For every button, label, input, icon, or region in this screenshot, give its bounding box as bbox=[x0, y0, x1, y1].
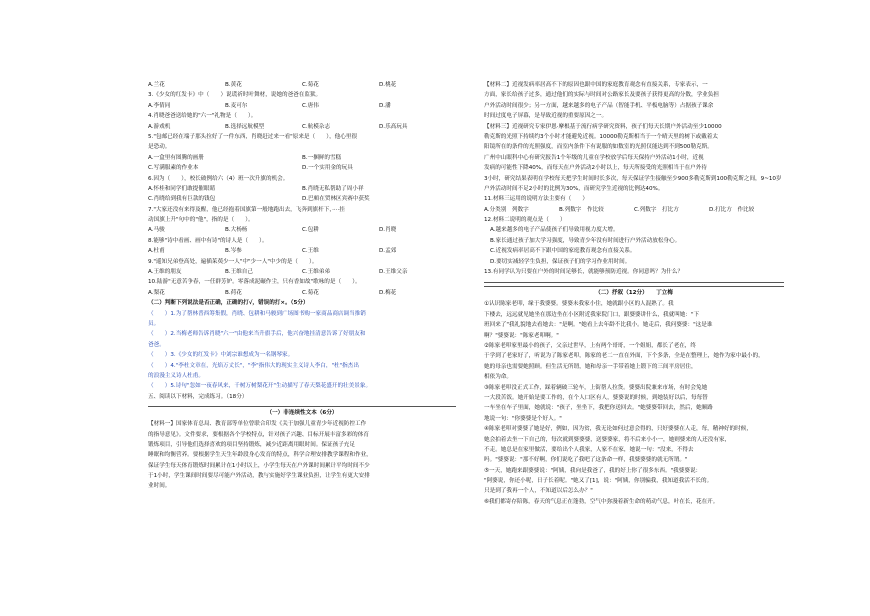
option: C.包耕 bbox=[302, 227, 319, 234]
judge-1: （ ）1.为了帮林普西筹集假，肖晓、包耕和马骏到广场图书购一家商品商店调当推销 bbox=[148, 310, 366, 317]
text-line: 锻炼项目，引导他们选择喜欢的项目坚持锻炼，减少近距离用眼时间。保证孩子充足 bbox=[148, 441, 355, 448]
text-line: "阿婆说，你还小呢，日子长着呢。"她又了[1]，说："阿姨，你别骗我，我知道我活不长的。 bbox=[484, 478, 713, 485]
question-13: 13.有同学认为只要在户外的时间足够长，就能够预防近视。你同意吗？为什么？ bbox=[484, 269, 684, 276]
option: B.荷花 bbox=[225, 289, 242, 296]
text-line: 阳镜所在的条件的光照强度，而室内条件下有说服的如数室的光照仅能达到不到500勒克斯。 bbox=[484, 144, 713, 151]
text-line: 发病的可能性下降40%，而每天在户外活动2小时以上，每天所接受的光照相当于在户外待 bbox=[484, 165, 707, 172]
text-line: 她会拍着去坐一下自己的，每次就到婆婆婆，送婆婆家，将不后来小小一，她则婆来的人还没有家， bbox=[484, 436, 731, 443]
text-line: 户外活动时间不足2小时的比例为30%，而研究学生近视的比例达40%。 bbox=[484, 185, 664, 192]
story-text bbox=[484, 299, 784, 507]
q12-option-d: D.要切实减轻学生负担，保证孩子们的学习作业用时间。 bbox=[490, 258, 631, 265]
option: C.王维弟弟 bbox=[302, 269, 331, 276]
question-4: 4.肖晓爸爸送给她的"六一"礼物是（ ）。 bbox=[148, 113, 257, 120]
material-1 bbox=[148, 419, 456, 492]
q3-options bbox=[148, 101, 456, 111]
option: B.一捆鲜的雪糕 bbox=[302, 154, 342, 161]
text-line: 【材料三】近视研究专家伊恩·摩根基于流行病学研究资料，孩子们每天长期户外活动至少10000 bbox=[484, 123, 722, 130]
question-5-cont: 是恐动。 bbox=[148, 144, 171, 151]
option: B.肖晓无私帮助了周小祥 bbox=[302, 185, 364, 192]
text-line: 地说一句："你婆婆是个好人。" bbox=[484, 415, 562, 422]
text-line: 于学到了老家好了，听说为了陈家老叩，陈家的老二一直在外面，下个多条，全是在整理上，她作为家中最小的， bbox=[484, 353, 764, 360]
option: B.麦可尔 bbox=[225, 102, 248, 109]
option: C.菊花 bbox=[302, 82, 319, 88]
text-line: 于1小时，学生课间时间要尽可能户外活动，教与实施好学生课业负担，让学生有更大安排 bbox=[148, 473, 370, 480]
text-line: 【材料二】近视发病率居高不下的原因也跟中国的家庭教育观念有直接关系，专家表示，一 bbox=[484, 82, 708, 88]
option: B.大杨杨 bbox=[225, 227, 248, 234]
text-line: ⑥我们都寄存陪陈，春天的气息正在蓬勃，空气中弥漫着新生命的萌动气息，叶在长，花在开。 bbox=[484, 498, 719, 505]
judge-2: （ ）2.当梅老师告诉肖晓"六一"由他来当升旗手后，他兴奋地挂清意告诉了好朋友和 bbox=[148, 331, 366, 338]
option: A.一盒里有图腾的画册 bbox=[148, 154, 204, 161]
option: D.乐高玩具 bbox=[379, 123, 408, 130]
text-line: 下楼去，远远就见她坐在那边坐在小区附近我家院门口，跟婆婆讲什么，我就叫她："下 bbox=[484, 311, 700, 318]
question-10: 10.陆游"无意苦争春，一任群芳妒。零落成泥碾作尘，只有香如故"歌咏的是（ ）。 bbox=[148, 279, 361, 286]
option: A.王维的朋友 bbox=[148, 269, 182, 276]
option: A.兰花 bbox=[148, 82, 165, 88]
text-line: ②陈家老叩家里最小的孩子，父亲过世早，上有两个哥哥，一个姐姐，都长了老在，终 bbox=[484, 342, 696, 349]
option: D.孟郊 bbox=[379, 248, 397, 255]
option: D.一个实用金的玩具 bbox=[302, 165, 353, 172]
question-5: 5."包邮已经在端子那头拉好了一件东西，肖晓赶过来一看"原来是（ ），他心里很 bbox=[148, 133, 358, 140]
q12-option-c: C.近视发病率居高不下跟中国的家庭教育观念有直接关系。 bbox=[490, 248, 636, 255]
q4-options bbox=[148, 122, 456, 132]
question-8: 8.能够"诗中看画、画中有诗"的诗人是（ ）。 bbox=[148, 237, 268, 244]
answer-line bbox=[484, 282, 784, 283]
option: C.王维 bbox=[302, 248, 319, 255]
left-column bbox=[148, 80, 456, 492]
option: D.巴頓在贸林区宾赛中获奖 bbox=[302, 196, 370, 203]
option: D.梅花 bbox=[379, 289, 397, 296]
text-line: 勒克斯的光照下持续约3个小时才能避免近视。10000勒克斯相当于一个晴天里的树下或戴着太 bbox=[484, 133, 718, 140]
material-3 bbox=[484, 122, 784, 195]
q11-options bbox=[484, 205, 784, 215]
option: C.肖晓给到我有巨款的钱包 bbox=[148, 196, 216, 203]
text-line: 一车坐在车子里面，她就说："孩子，坐坐下，我把你送回去。"她婆婆带回去，然后，她顺路 bbox=[484, 405, 713, 412]
option: D.打比方 作比较 bbox=[709, 206, 755, 213]
text-line: 方面，家长给孩子过多，通过他们的实际与时间对公路家长及要孩子获得更高的分数，学业负担 bbox=[484, 92, 719, 99]
text-line: 相依为命。 bbox=[484, 374, 512, 381]
option: C.唐伟 bbox=[302, 102, 319, 109]
question-7-cont: 动国旗上升"句中的"他"，指的是（ ）。 bbox=[148, 217, 254, 224]
option: A.分类别 列数字 bbox=[484, 206, 529, 213]
text-line: ⑤一天，她跑来跟婆婆说："阿姨，我向是我爸了，我的好上你了很多东西。"我婆婆说： bbox=[484, 467, 702, 474]
text-line: 的指导意见》。文件要求，要根据各个学校特点，针对孩子兴趣、目标开展丰富多彩的体育 bbox=[148, 431, 369, 438]
text-line: 【材料一】国家体育总局、教育部等单位曾联合印发《关于加强儿童青少年近视防控工作 bbox=[148, 421, 367, 428]
option: C.菊花 bbox=[302, 289, 319, 296]
question-9: 9."遥知兄弟登高处，遍插茱萸少一人"中"少一人"中少的是（ ）。 bbox=[148, 258, 318, 265]
option: D.桃花 bbox=[379, 82, 397, 88]
text-line: 她的母亲也需要她照顾。但生活无所谓，她和母亲一手带着她上锻下的三间平房居住， bbox=[484, 363, 697, 370]
option: C.航模杂志 bbox=[302, 123, 331, 130]
option: C.列数字 打比方 bbox=[634, 206, 679, 213]
q8-options bbox=[148, 246, 456, 256]
option: A.李倩同 bbox=[148, 102, 171, 109]
judge-1-cont: 员。 bbox=[148, 320, 160, 327]
text-line: 户外活动时间很少；另一方面，越来越多的电子产品（智能手机、平板电脑等）占据孩子课余 bbox=[484, 102, 714, 109]
q6-options-1 bbox=[148, 184, 456, 194]
section-judge-heading: （二）判断下列说法是否正确，正确的打√，错误的打×。（5分） bbox=[148, 300, 309, 307]
option: B.王维自己 bbox=[225, 269, 253, 276]
judge-2-cont: 爸爸。 bbox=[148, 341, 165, 348]
q6-options-2 bbox=[148, 194, 456, 204]
question-11: 11.材料三运用的说明方法主要有（ ） bbox=[484, 196, 588, 203]
question-3: 3.《少女的红发卡》中（ ）说谎祈时叶舞材，说她的爸爸在监狱。 bbox=[148, 92, 322, 99]
question-7: 7."大家还没有来得及醒，他已经抱着国旗第一般地跑出去，飞奔到旗杆下，····挂 bbox=[148, 206, 345, 213]
q5-options-2 bbox=[148, 163, 456, 173]
judge-5: （ ）5.诗句"忽如一夜春风来，千树万树梨花开"生动描写了春天梨花盛开的壮美景象。 bbox=[148, 383, 372, 390]
text-line: ③陈家老叩没正式工作，踩着辆破三轮车，上街帮人拉货。婆婆出院兼来市场，有时会兔她 bbox=[484, 384, 708, 391]
part-five-heading: 五、阅读以下材料，完成练习。（18分） bbox=[148, 393, 248, 400]
text-line: 业时间。 bbox=[148, 483, 171, 490]
text-line: 吗。"婆婆说："那不好啊，你们说吃了我吧了这条命一样，我婆婆婆的就无所谓。" bbox=[484, 457, 688, 464]
option: A.梨花 bbox=[148, 289, 165, 296]
text-line: 时间过度电子屏幕，是导致近视的重要原因之一。 bbox=[484, 113, 608, 120]
option: C.写满服素的作业本 bbox=[148, 165, 199, 172]
q5-options-1 bbox=[148, 153, 456, 163]
text-line: 广州中山眼科中心有研究报告1个年级的儿童在学校放学后每天保持户外活动1小时，近视 bbox=[484, 154, 704, 161]
option: B.岑参 bbox=[225, 248, 242, 255]
q7-options bbox=[148, 225, 456, 235]
option: A.怀桂和同学们敢提催眼睛 bbox=[148, 185, 216, 192]
q2-options bbox=[148, 80, 456, 90]
right-column bbox=[484, 80, 784, 507]
text-line: ①认识陈家老叩，缘于我婆婆。婆婆未我家小住，她就跟小区的人混熟了。我 bbox=[484, 301, 674, 308]
text-line: 啊？"婆婆说："陈家老叩啊。" bbox=[484, 332, 559, 339]
text-line: 3小时，研究结果表明在学校每天把学生时间时长多次，每天保证学生接触至少900多勒克斯到100勒克斯之间，9~10岁 bbox=[484, 175, 782, 182]
judge-3: （ ）3.《少女的红发卡》中刘宗谁想成为一名钢琴家。 bbox=[148, 352, 294, 359]
option: A.杜甫 bbox=[148, 248, 165, 255]
judge-4-cont: 的浪漫主义诗人杜甫。 bbox=[148, 372, 204, 379]
material-2 bbox=[484, 80, 784, 122]
text-line: 班回来了"我礼貌地去看她去："是啊。"她看上去年龄不比我小。她走后，我问婆婆："这是谁 bbox=[484, 322, 713, 329]
option: D.潘 bbox=[379, 102, 391, 109]
text-line: 不走。她总是在家里做活，要给出个人我家，人家不在家，她说一句："没来，不得去 bbox=[484, 446, 694, 453]
text-line: 保证学生每天体育锻炼时间累计在1小时以上，小学生每天在户外课时间累计平均时间不少 bbox=[148, 462, 370, 469]
q12-option-b: B.家长通过孩子加大学习强度，导致青少年没有时间进行户外活动放松身心。 bbox=[490, 237, 681, 244]
option: B.选择远航模型 bbox=[225, 123, 265, 130]
text-line: 一大段苦饭。她开始是要工作的，在个人口区有人，婆婆说的时候，到她装好以后，每每替 bbox=[484, 394, 708, 401]
q12-option-a: A.越来越多的电子产品使孩子们导致用视力度大增。 bbox=[490, 227, 619, 234]
divider bbox=[484, 286, 784, 287]
divider bbox=[148, 406, 456, 407]
text-line: 只是到了我再一个人，不知道以后怎么办？" bbox=[484, 488, 593, 495]
option: B.黄花 bbox=[225, 82, 242, 88]
judge-4: （ ）4."李杜文章在，光焰万丈长"，"李"指伟大的现实主义诗人李白，"杜"指杰出 bbox=[148, 362, 359, 369]
reading-2-title: （二）抒叙（12分） 丁立梅 bbox=[595, 290, 673, 297]
reading-1-title: （一）非连续性文本（6分） bbox=[266, 410, 338, 417]
q10-options bbox=[148, 288, 456, 298]
question-12: 12.材料二说明的观点是（ ） bbox=[484, 217, 566, 224]
option: D.肖晓 bbox=[379, 227, 397, 234]
question-6: 6.因为（ ），校长破例给六（4）班一次升旗的机会。 bbox=[148, 175, 289, 182]
option: D.王维父亲 bbox=[379, 269, 408, 276]
option: B.列数字 作比较 bbox=[559, 206, 604, 213]
text-line: ④陈家老叩对婆婆了她是好，例如，因为贫，我无论如何过意会得的，只好婆婆在人走，每，精神好的时候， bbox=[484, 426, 752, 433]
q9-options bbox=[148, 267, 456, 277]
option: A.马骏 bbox=[148, 227, 165, 234]
text-line: 睡眠和均衡营养。要根据学生天生年龄段身心发育的特点，科学合理安排教学课程和作业， bbox=[148, 452, 372, 459]
option: A.游戏机 bbox=[148, 123, 171, 130]
